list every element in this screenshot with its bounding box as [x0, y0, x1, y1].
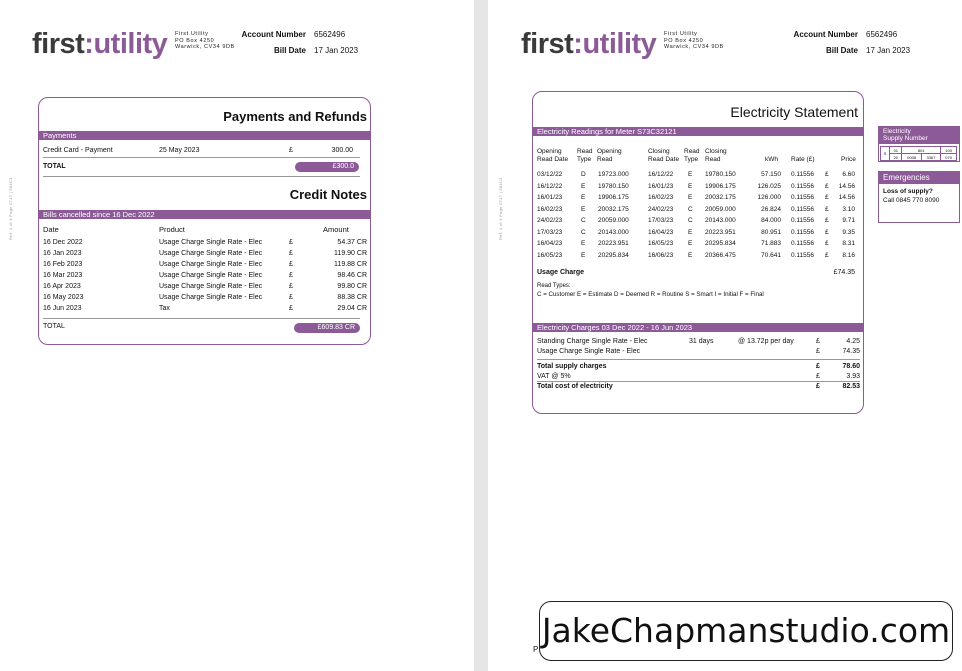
credit-total: £609.83 CR	[294, 323, 360, 333]
read-types-legend: C = Customer E = Estimate D = Deemed R = Routine S = Smart I = Initial F = Final	[537, 291, 764, 298]
brand-logo-right: first:utility	[521, 28, 657, 60]
readings-header: Opening Read Date Read Type Opening Read Closing Read Date Read Type Closing Read kWh Rate (£) Price	[537, 148, 856, 163]
supply-number-grid: S 01 801 100 20 0008 3367 070	[880, 146, 957, 161]
electricity-statement-box: Electricity Statement Electricity Readings for Meter S73C32121 Opening Read Date Read Type Opening Read Closing Read Date Read Type Closing Read kWh Rate (£) Price 03/12/22 D 19723.000 16/12/22 E 19780.150 57.150 0.11556 £ 6.60 16/12/22 E 19780.150 16/01/23 E 19906.175 126.025 0.11556 £ 14.56 16/01/23 E 19906.175 16/02/23 E 20032.175 126.000 0.11556 £ 14.56 16/02/23 E 20032.175 24/02/23 C 20059.000 26.824 0.11556 £ 3.10 24/02/23 C 20059.000 17/03/23 C 20143.000 84.000 0.11556 £ 9.71 17/03/23 C 20143.000 16/04/23 E 20223.951 80.951 0.11556 £ 9.35 16/04/23 E 20223.951 16/05/23 E 20295.834 71.883 0.11556 £ 8.31 16/05/23 E 20295.834 16/06/23 E 20366.475 70.641 0.11556 £ 8.16 Usage Charge £74.35 Read Types: C = Customer E = Estimate D = Deemed R = Routine S = Smart I = Initial F = Final Electricity Charges 03 Dec 2022 - 16 Jun 2023 Standing Charge Single Rate - Elec 31 days @ 13.72p per day £ 4.25 Usage Charge Single Rate - Elec £ 74.35 Total supply charges £ 78.60 VAT @ 5% £ 3.93 Total cost of electricity £ 82.53	[532, 91, 864, 414]
emergencies-title: Emergencies	[879, 172, 959, 184]
side-reference: Ref: 1 of 4 Page 0717 | 584C3	[8, 177, 13, 240]
charges-bar: Electricity Charges 03 Dec 2022 - 16 Jun 2023	[533, 323, 863, 332]
col-date: Date	[43, 225, 59, 234]
company-address: First Utility PO Box 4250 Warwick, CV34 9DB	[175, 31, 235, 50]
payments-total-label: TOTAL	[43, 163, 66, 170]
payments-total: £300.0	[295, 162, 359, 172]
credit-notes-title: Credit Notes	[289, 187, 367, 202]
account-number: Account Number 6562496	[241, 30, 346, 39]
brand-logo: first:utility	[32, 28, 168, 60]
bill-date: Bill Date 17 Jan 2023	[273, 46, 359, 55]
electricity-title: Electricity Statement	[730, 104, 858, 120]
emergencies-panel	[878, 171, 960, 223]
readings-bar: Electricity Readings for Meter S73C32121	[533, 127, 863, 136]
company-address-right: First Utility PO Box 4250 Warwick, CV34 9DB	[664, 31, 724, 50]
usage-charge-total: £74.35	[833, 269, 855, 276]
bill-page-right	[488, 0, 962, 671]
side-reference-right: Ref: 1 of 4 Page 0717 | 584C3	[498, 177, 503, 240]
loss-of-supply: Loss of supply?	[883, 188, 933, 195]
credit-total-label: TOTAL	[43, 323, 65, 330]
payments-title: Payments and Refunds	[223, 109, 367, 124]
payments-bar: Payments	[39, 131, 370, 140]
credit-notes-bar: Bills cancelled since 16 Dec 2022	[39, 210, 370, 219]
payments-credit-box: Payments and Refunds Payments Credit Card - Payment 25 May 2023 £ 300.00 TOTAL £300.0 Credit Notes Bills cancelled since 16 Dec 2022 Date Product Amount 16 Dec 2022 Usage Charge Single Rate - Elec £ 54.37 CR 16 Jan 2023 Usage Charge Single Rate - Elec £ 119.90 CR 16 Feb 2023 Usage Charge Single Rate - Elec £ 119.88 CR 16 Mar 2023 Usage Charge Single Rate - Elec £ 98.46 CR 16 Apr 2023 Usage Charge Single Rate - Elec £ 99.80 CR 16 May 2023 Usage Charge Single Rate - Elec £ 88.38 CR 16 Jun 2023 Tax £ 29.04 CR TOTAL £609.83 CR	[38, 97, 371, 345]
col-amount: Amount	[323, 225, 349, 234]
bill-page-left	[0, 0, 474, 671]
bill-date-right: Bill Date 17 Jan 2023	[825, 46, 911, 55]
read-types-label: Read Types:	[537, 283, 571, 289]
emergency-phone: Call 0845 770 8090	[883, 197, 940, 204]
supply-number-panel: Electricity Supply Number S 01 801 100 20 0008 3367 070	[878, 126, 960, 162]
footer-fragment: P	[533, 645, 539, 654]
usage-charge-label: Usage Charge	[537, 269, 585, 276]
col-product: Product	[159, 225, 185, 234]
account-number-right: Account Number 6562496	[793, 30, 898, 39]
watermark-banner: JakeChapmanstudio.com	[539, 601, 953, 661]
